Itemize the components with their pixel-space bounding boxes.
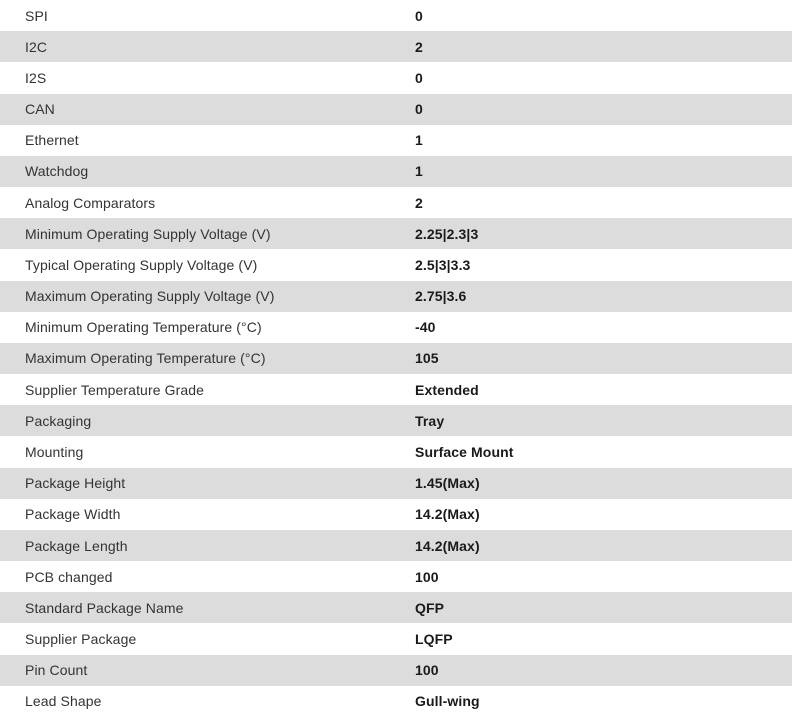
spec-value: LQFP (415, 631, 453, 648)
spec-value: 0 (415, 69, 423, 86)
table-row (0, 499, 792, 530)
spec-label: Package Width (25, 506, 121, 523)
spec-label: Maximum Operating Supply Voltage (V) (25, 288, 275, 305)
spec-label: Maximum Operating Temperature (°C) (25, 350, 266, 367)
spec-value: 2.5|3|3.3 (415, 256, 471, 273)
spec-label: Supplier Temperature Grade (25, 381, 204, 398)
table-row (0, 530, 792, 561)
table-row (0, 312, 792, 343)
table-row (0, 436, 792, 467)
spec-label: CAN (25, 101, 55, 118)
spec-label: Typical Operating Supply Voltage (V) (25, 256, 258, 273)
table-row (0, 405, 792, 436)
spec-label: Watchdog (25, 163, 89, 180)
spec-label: I2C (25, 38, 48, 55)
spec-label: PCB changed (25, 568, 113, 585)
table-row (0, 468, 792, 499)
table-row (0, 343, 792, 374)
spec-value: -40 (415, 319, 436, 336)
spec-label: Mounting (25, 443, 84, 460)
table-row (0, 31, 792, 62)
spec-value: 2 (415, 194, 423, 211)
spec-value: 14.2(Max) (415, 537, 480, 554)
spec-label: Ethernet (25, 132, 79, 149)
table-row (0, 592, 792, 623)
table-row (0, 218, 792, 249)
spec-value: 2.25|2.3|3 (415, 225, 479, 242)
spec-label: Pin Count (25, 662, 88, 679)
spec-value: 1 (415, 132, 423, 149)
spec-label: Lead Shape (25, 693, 102, 710)
spec-value: Extended (415, 381, 479, 398)
spec-label: SPI (25, 7, 48, 24)
spec-value: 105 (415, 350, 439, 367)
spec-value: 2.75|3.6 (415, 288, 467, 305)
table-row (0, 281, 792, 312)
table-row (0, 156, 792, 187)
table-row (0, 62, 792, 93)
spec-value: Surface Mount (415, 443, 514, 460)
spec-value: 100 (415, 662, 439, 679)
table-row (0, 686, 792, 717)
table-row (0, 0, 792, 31)
spec-label: Package Length (25, 537, 128, 554)
spec-label: I2S (25, 69, 47, 86)
table-row (0, 374, 792, 405)
spec-value: Gull-wing (415, 693, 480, 710)
spec-label: Analog Comparators (25, 194, 156, 211)
spec-value: 1 (415, 163, 423, 180)
table-row (0, 187, 792, 218)
table-row (0, 655, 792, 686)
spec-value: 14.2(Max) (415, 506, 480, 523)
spec-label: Minimum Operating Temperature (°C) (25, 319, 262, 336)
spec-value: 0 (415, 101, 423, 118)
spec-value: QFP (415, 599, 445, 616)
spec-value: Tray (415, 412, 445, 429)
spec-label: Standard Package Name (25, 599, 184, 616)
spec-value: 0 (415, 7, 423, 24)
table-row (0, 94, 792, 125)
table-row (0, 125, 792, 156)
spec-label: Package Height (25, 475, 126, 492)
table-row (0, 249, 792, 280)
spec-value: 2 (415, 38, 423, 55)
spec-value: 1.45(Max) (415, 475, 480, 492)
spec-label: Packaging (25, 412, 92, 429)
table-row (0, 623, 792, 654)
table-row (0, 561, 792, 592)
spec-label: Supplier Package (25, 631, 137, 648)
spec-label: Minimum Operating Supply Voltage (V) (25, 225, 271, 242)
spec-value: 100 (415, 568, 439, 585)
